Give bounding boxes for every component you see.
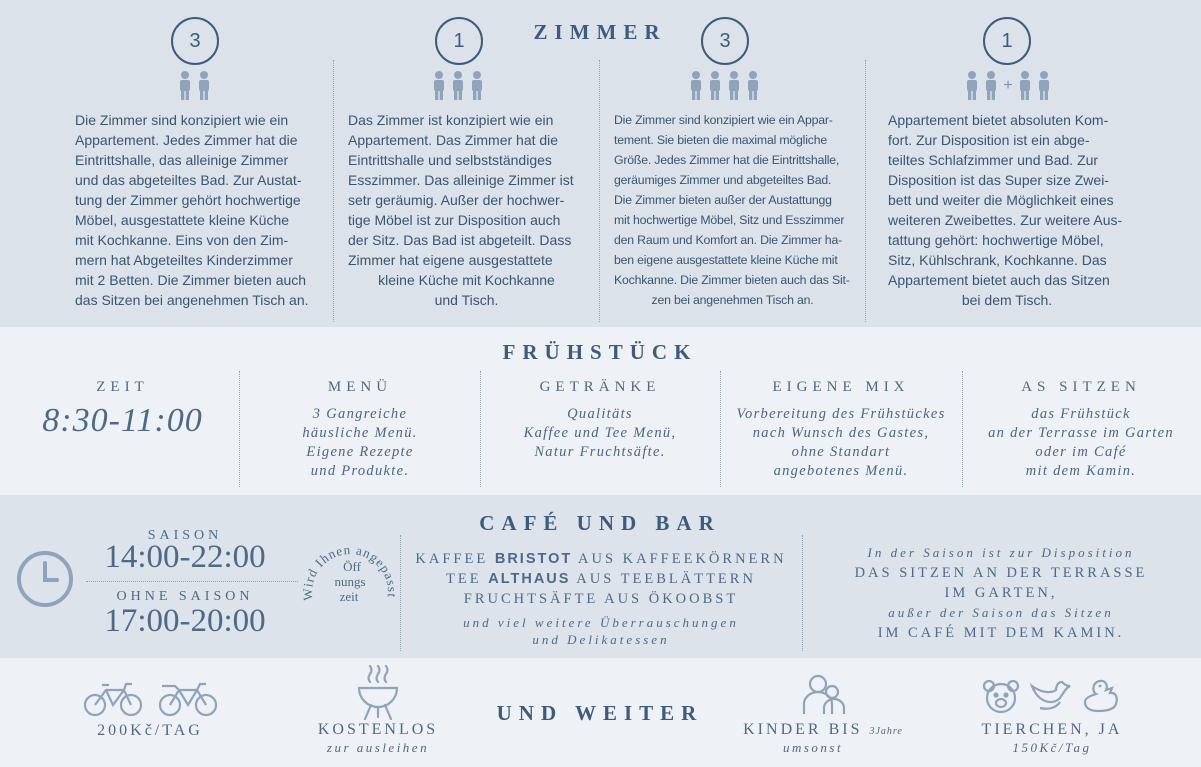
room-card-2 [334,0,598,327]
svg-text:Öff: Öff [343,559,361,574]
column-text: Qualitäts Kaffee und Tee Menü, Natur Fruchtsäfte. [523,406,677,460]
room-description: Das Zimmer ist konzipiert wie ein Appartement. Das Zimmer hat die Eintrittshalle und selbstständiges Esszimmer. Das alleinige Zimmer ist setr geräumig. Außer der hochwer- tige Möbel ist zur Disposition auch der Sitz. Das Bad ist abgeteilt. Dass Zimmer hat eigene ausgestattete kleine Küche mit Kochkanne und Tisch. [348,112,574,308]
room-card-3 [600,0,864,327]
svg-text:zeit: zeit [339,589,359,604]
two-plus-two-persons-icon [954,68,1062,100]
divider [86,581,298,582]
bird-icon [1030,680,1072,712]
weiter-title: UND WEITER [496,701,704,725]
ohne-saison-time: 17:00-20:00 [104,603,266,639]
eigene-mix-column [722,379,960,481]
zimmer-section [0,0,1201,327]
grill-sub: zur ausleihen [326,740,430,755]
grill-icon [356,664,400,720]
three-persons-icon [416,68,500,100]
zeit-value: 8:30-11:00 [42,402,203,439]
svg-text:Wird Ihnen angepasst: Wird Ihnen angepasst [300,541,400,602]
room-card-4 [866,0,1201,327]
bike-price: 200Kč/TAG [97,722,203,739]
room-description: Appartement bietet absoluten Kom- fort. Zur Disposition ist ein abge- teiltes Schlafzimmer und Bad. Zur Disposition ist das Super size Zwei- bett und weiter die Möglichkeit eines weiteren Zweibettes. Zur weitere Aus- tattung gehört: hochwertige Möbel, Sitz, Kühlschrank, Kochkanne. Das Appartement bietet auch das Sitzen bei dem Tisch. [888,112,1123,308]
column-text: das Frühstück an der Terrasse im Garten oder im Café mit dem Kamin. [988,406,1174,479]
as-sitzen-column [964,379,1198,481]
zimmer-title: ZIMMER [533,20,667,44]
opening-hours-arc-text [300,537,400,617]
menue-column [242,379,478,481]
tiere-label: TIERCHEN, JA [981,721,1123,738]
divider [239,371,240,487]
kinder-sub: umsonst [782,740,844,755]
grill-label: KOSTENLOS [317,721,439,738]
room-description: Die Zimmer sind konzipiert wie ein Appartement. Jedes Zimmer hat die Eintrittshalle, das alleinige Zimmer und das abgeteiltes Bad. Zur Austat- tung der Zimmer gehört hochwertige Möbel, ausgestattete kleine Küche mit Kochkanne. Eins von den Zim- mern hat Abgeteiltes Kinderzimmer mit 2 Betten. Die Zimmer bieten auch das Sitzen bei angenehmen Tisch an. [75,112,309,308]
fruehstueck-section [0,327,1201,495]
divider [480,371,481,487]
column-title: EIGENE MIX [772,379,910,395]
column-title: MENÜ [327,379,393,395]
divider [962,371,963,487]
plus-icon: + [1003,77,1013,94]
bear-icon [982,678,1020,714]
zeit-label: ZEIT [96,379,149,395]
zeit-column [10,379,235,440]
weiter-section [0,658,1201,767]
column-text: Vorbereitung des Frühstückes nach Wunsch des Gastes, ohne Standart angebotenes Menü. [736,406,946,479]
ohne-saison-label: OHNE SAISON [116,589,254,604]
two-persons-icon [152,68,236,100]
cafe-offer: KAFFEE BRISTOT AUS KAFFEEKÖRNERN TEE ALTHAUS AUS TEEBLÄTTERN FRUCHTSÄFTE AUS ÖKOOBST und viel weitere Überrauschungen und Delikatessen [415,551,787,647]
room-count-badge: 3 [701,17,749,65]
saison-label: SAISON [147,528,223,543]
room-card-1 [0,0,332,327]
column-title: GETRÄNKE [539,379,661,395]
svg-text:nungs: nungs [334,574,366,589]
divider [400,535,401,651]
cafe-title: CAFÉ UND BAR [479,511,721,535]
divider [720,371,721,487]
fruehstueck-title: FRÜHSTÜCK [502,340,698,364]
getraenke-column [482,379,718,462]
four-persons-icon [672,68,776,100]
bicycle-icon [82,680,144,718]
cafe-section [0,495,1201,658]
children-icon [802,672,846,716]
duck-icon [1082,678,1120,714]
clock-icon [15,549,75,609]
room-count-badge: 1 [983,17,1031,65]
saison-time: 14:00-22:00 [104,539,266,575]
column-title: AS SITZEN [1021,379,1141,395]
divider [802,535,803,651]
sitzen-info: In der Saison ist zur Disposition DAS SITZEN AN DER TERRASSE IM GARTEN, außer der Saison das Sitzen IM CAFÉ MIT DEM KAMIN. [854,545,1148,641]
room-count-badge: 3 [171,17,219,65]
bicycle-icon [157,680,219,718]
room-count-badge: 1 [435,17,483,65]
tiere-sub: 150Kč/Tag [1012,740,1092,755]
column-text: 3 Gangreiche häusliche Menü. Eigene Rezepte und Produkte. [302,406,418,479]
kinder-label: KINDER BIS 3Jahre [743,721,903,738]
room-description: Die Zimmer sind konzipiert wie ein Appar- tement. Sie bieten die maximal mögliche Größe. Jedes Zimmer hat die Eintrittshalle, geräumiges Zimmer und abgeteiltes Bad. Die Zimmer bieten außer der Austattungg mit hochwertige Möbel, Sitz und Esszimmer den Raum und Komfort an. Die Zimmer ha- ben eigene ausgestattete kleine Küche mit Kochkanne. Die Zimmer bieten auch das Sit- zen bei angenehmen Tisch an. [614,113,850,307]
